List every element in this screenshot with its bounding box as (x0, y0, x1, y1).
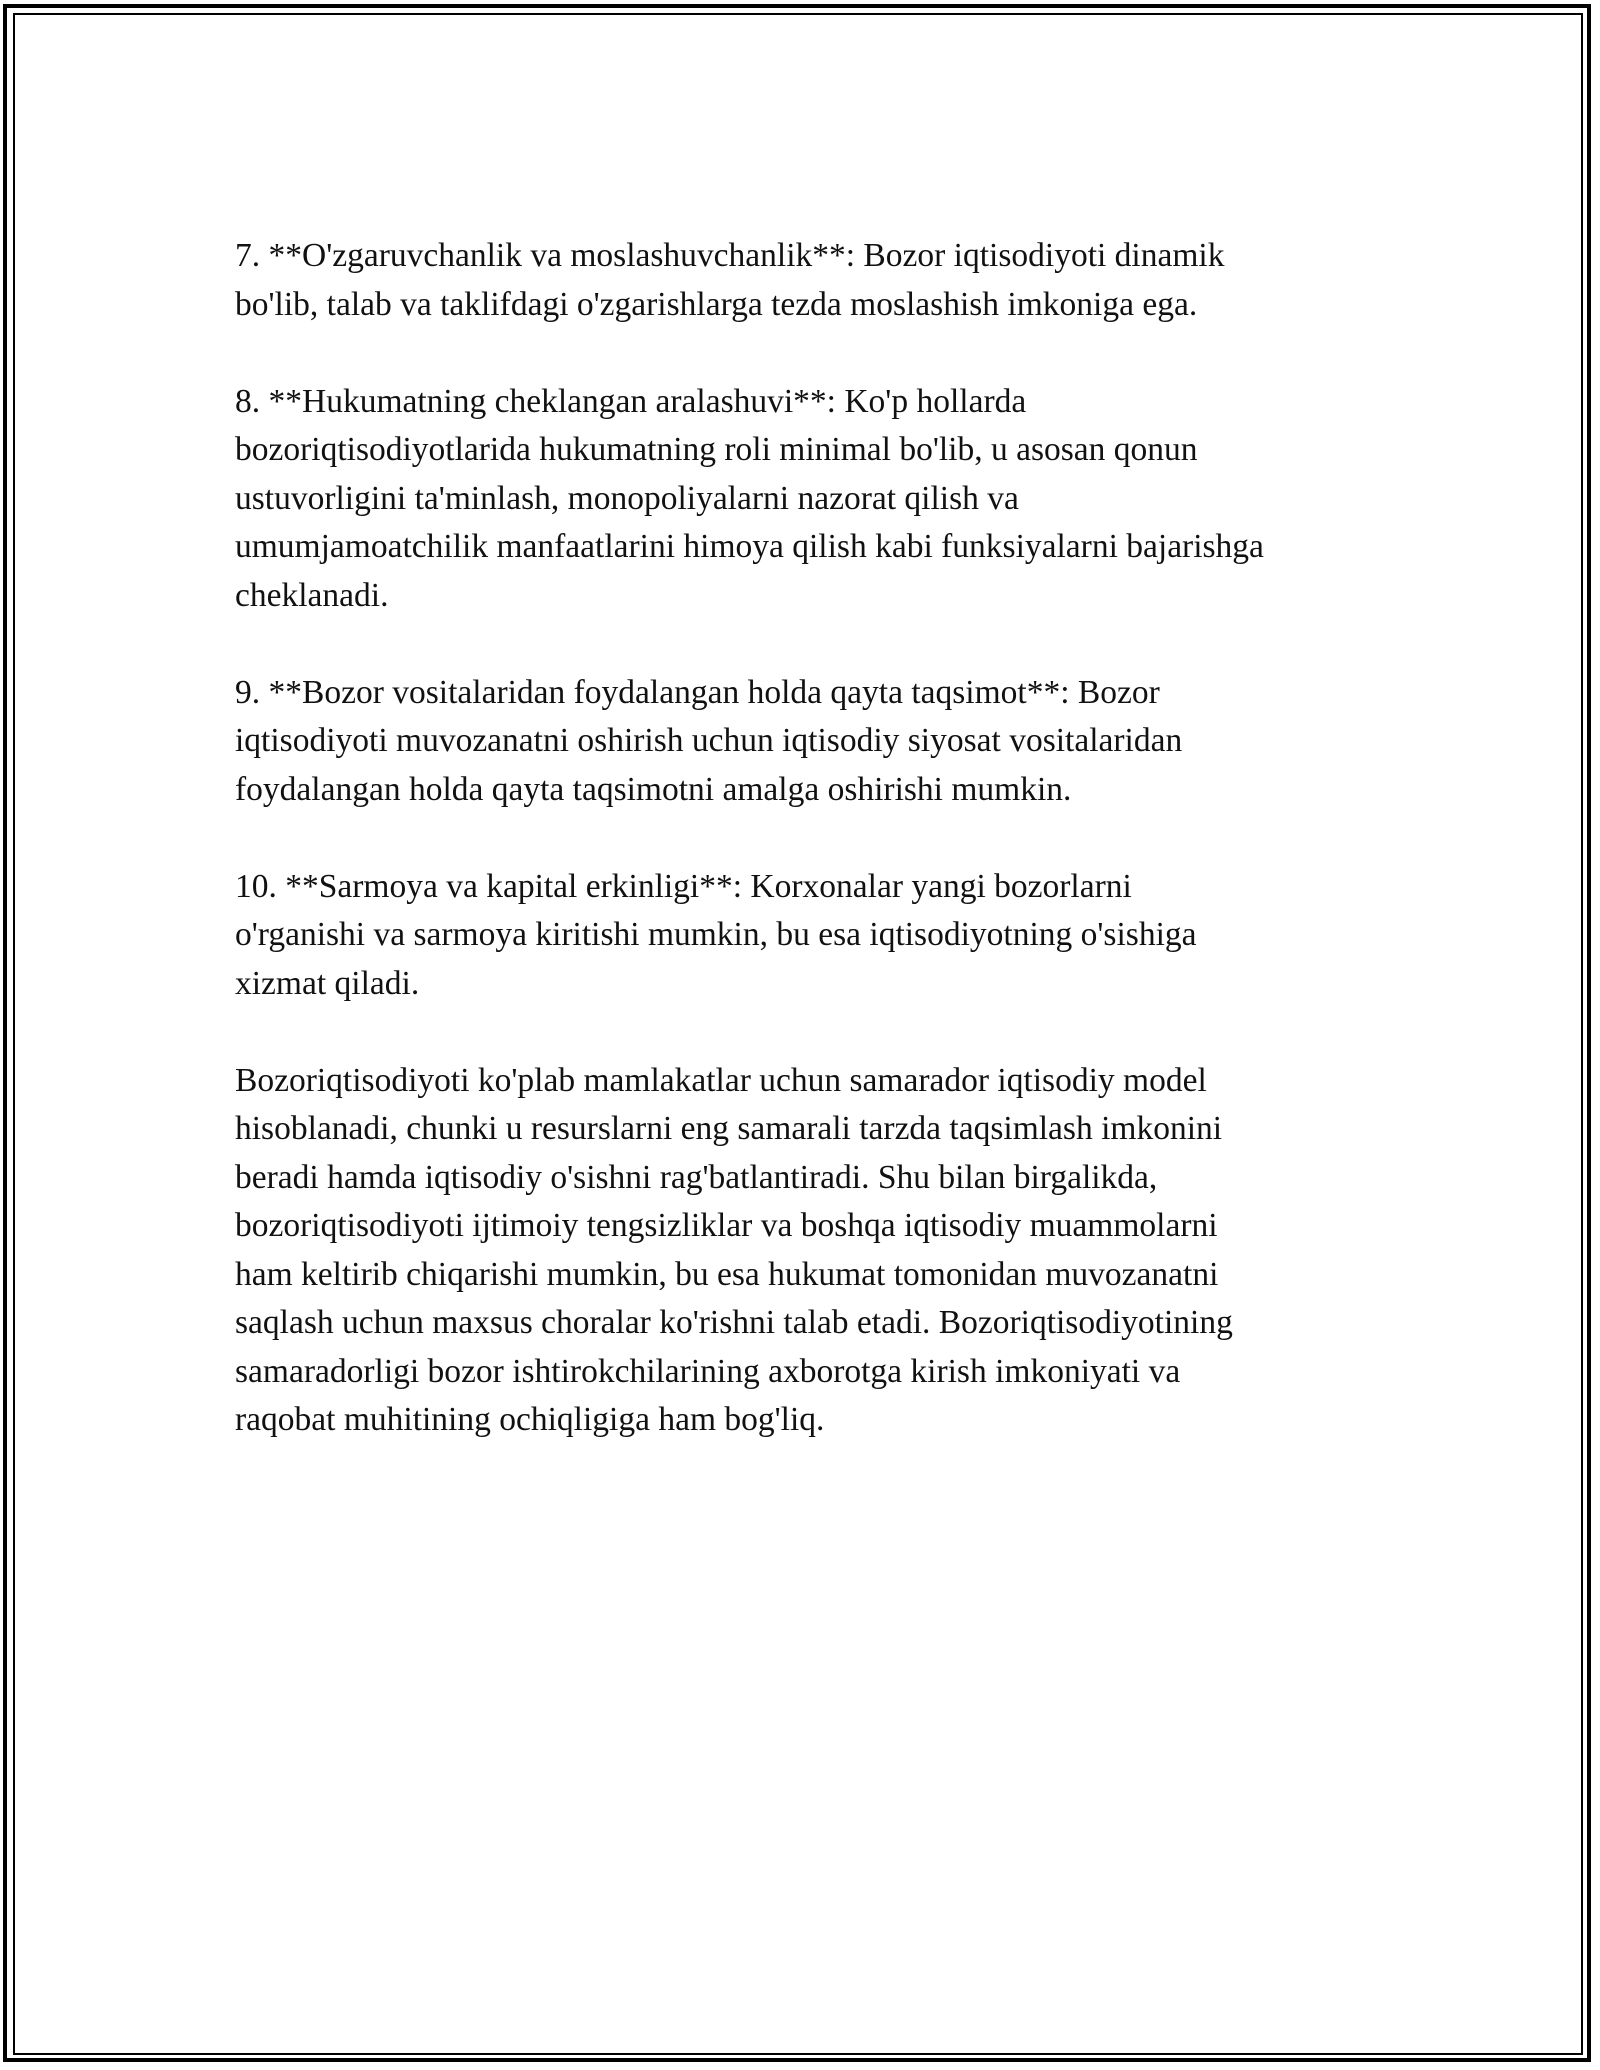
text-line: cheklanadi. (235, 576, 389, 614)
text-line: saqlash uchun maxsus choralar ko'rishni talab etadi. Bozoriqtisodiyotining (235, 1304, 1233, 1341)
paragraph-item-8 (235, 378, 1375, 621)
paragraph-item-9 (235, 669, 1375, 815)
paragraph-item-10 (235, 863, 1375, 1009)
text-line: foydalangan holda qayta taqsimotni amalga oshirishi mumkin. (235, 770, 1072, 808)
text-line: ustuvorligini ta'minlash, monopoliyalarni nazorat qilish va (235, 479, 1019, 517)
text-line: hisoblanadi, chunki u resurslarni eng samarali tarzda taqsimlash imkonini (235, 1110, 1223, 1147)
text-line: raqobat muhitining ochiqligiga ham bog'liq. (235, 1401, 825, 1438)
text-line: ham keltirib chiqarishi mumkin, bu esa hukumat tomonidan muvozanatni (235, 1255, 1219, 1293)
text-line: bozoriqtisodiyoti ijtimoiy tengsizliklar va boshqa iqtisodiy muammolarni (235, 1207, 1218, 1244)
document-body (235, 232, 1375, 1493)
text-line: umumjamoatchilik manfaatlarini himoya qilish kabi funksiyalarni bajarishga (235, 528, 1264, 565)
text-line: 8. **Hukumatning cheklangan aralashuvi**: Ko'p hollarda (235, 382, 1027, 420)
text-line: bo'lib, talab va taklifdagi o'zgarishlarga tezda moslashish imkoniga ega. (235, 285, 1198, 323)
text-line: Bozoriqtisodiyoti ko'plab mamlakatlar uchun samarador iqtisodiy model (235, 1061, 1207, 1099)
text-line: 7. **O'zgaruvchanlik va moslashuvchanlik**: Bozor iqtisodiyoti dinamik (235, 237, 1225, 274)
text-line: 9. **Bozor vositalaridan foydalangan holda qayta taqsimot**: Bozor (235, 673, 1160, 711)
paragraph-item-7 (235, 232, 1375, 329)
text-line: beradi hamda iqtisodiy o'sishni rag'batlantiradi. Shu bilan birgalikda, (235, 1158, 1158, 1196)
text-line: 10. **Sarmoya va kapital erkinligi**: Korxonalar yangi bozorlarni (235, 867, 1132, 905)
text-line: bozoriqtisodiyotlarida hukumatning roli minimal bo'lib, u asosan qonun (235, 431, 1198, 468)
text-line: xizmat qiladi. (235, 964, 420, 1002)
text-line: iqtisodiyoti muvozanatni oshirish uchun iqtisodiy siyosat vositalaridan (235, 722, 1183, 759)
text-line: samaradorligi bozor ishtirokchilarining axborotga kirish imkoniyati va (235, 1352, 1181, 1390)
text-line: o'rganishi va sarmoya kiritishi mumkin, bu esa iqtisodiyotning o'sishiga (235, 916, 1197, 953)
paragraph-conclusion (235, 1057, 1375, 1445)
